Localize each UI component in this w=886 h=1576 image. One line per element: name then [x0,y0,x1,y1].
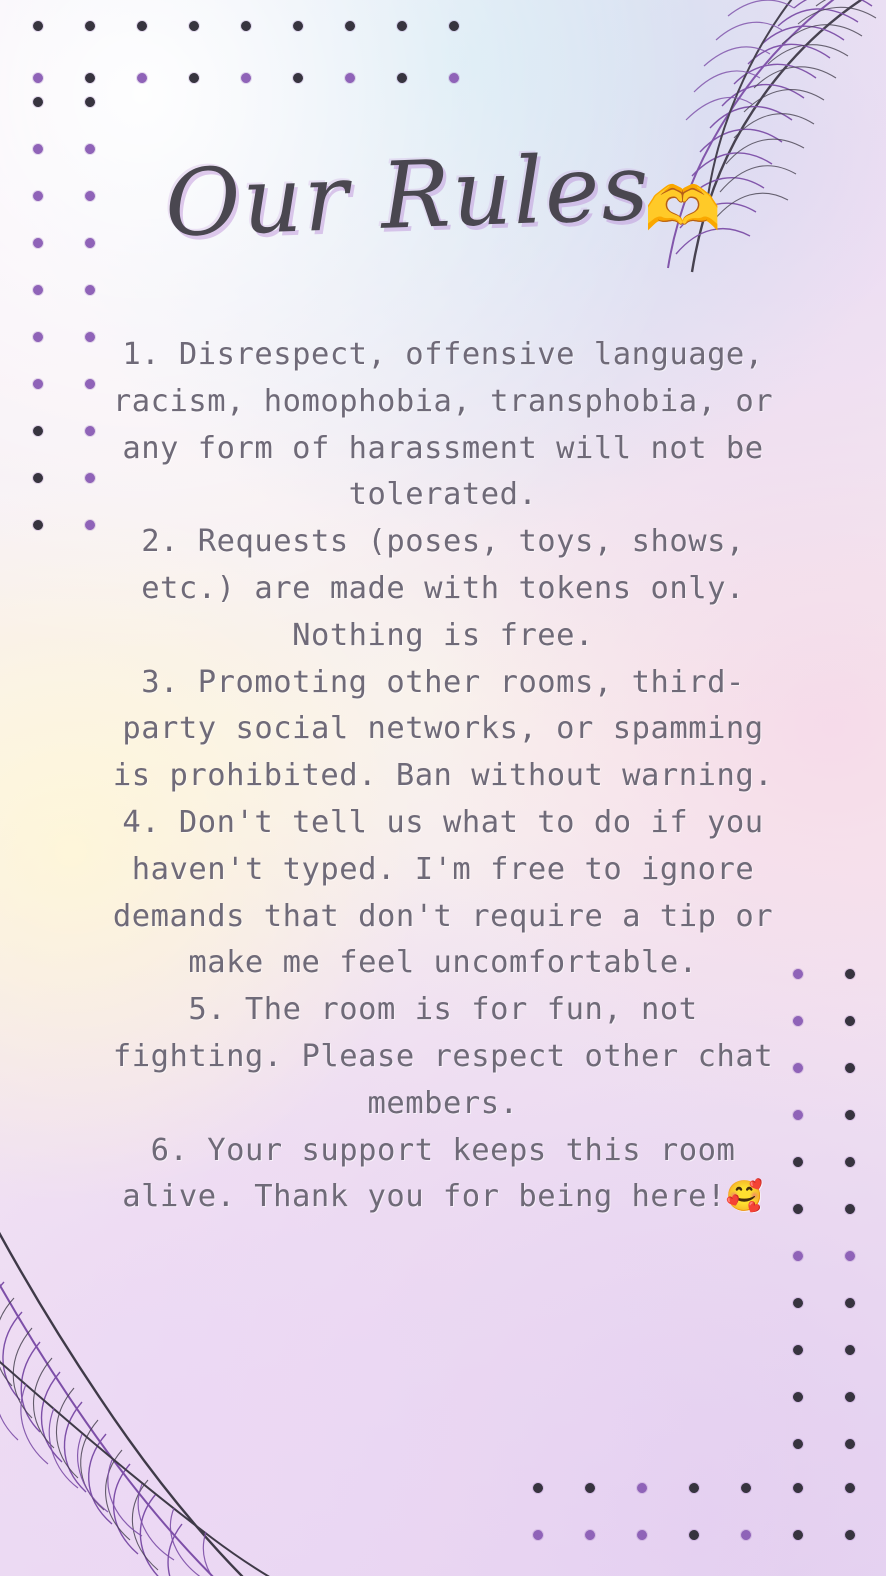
dot-grid-bottom-right [512,1464,876,1558]
rules-list [96,332,790,1221]
rule-item-1: 1. Disrespect, offensive language, racism, homophobia, transphobia, or any form of harassment will not be tolerated. [112,337,774,513]
rule-item-6 [96,1128,790,1222]
page-title [0,133,886,260]
page-title-text: Our Rules [162,133,652,258]
rule-item-2: 2. Requests (poses, toys, shows, etc.) are made with tokens only. Nothing is free. [141,524,745,653]
rule-item-6-text: 6. Your support keeps this room alive. Thank you for being here! [122,1132,736,1215]
rule-item-5: 5. The room is for fun, not fighting. Please respect other chat members. [112,992,774,1121]
rule-item-4: 4. Don't tell us what to do if you haven't typed. I'm free to ignore demands that don't require a tip or make me feel uncomfortable. [112,804,774,981]
smiling-face-with-hearts-emoji: 🥰 [725,1179,764,1215]
rule-item-3: 3. Promoting other rooms, third-party social networks, or spamming is prohibited. Ban without warning. [112,664,774,794]
heart-hands-emoji: 🫶 [644,171,722,245]
